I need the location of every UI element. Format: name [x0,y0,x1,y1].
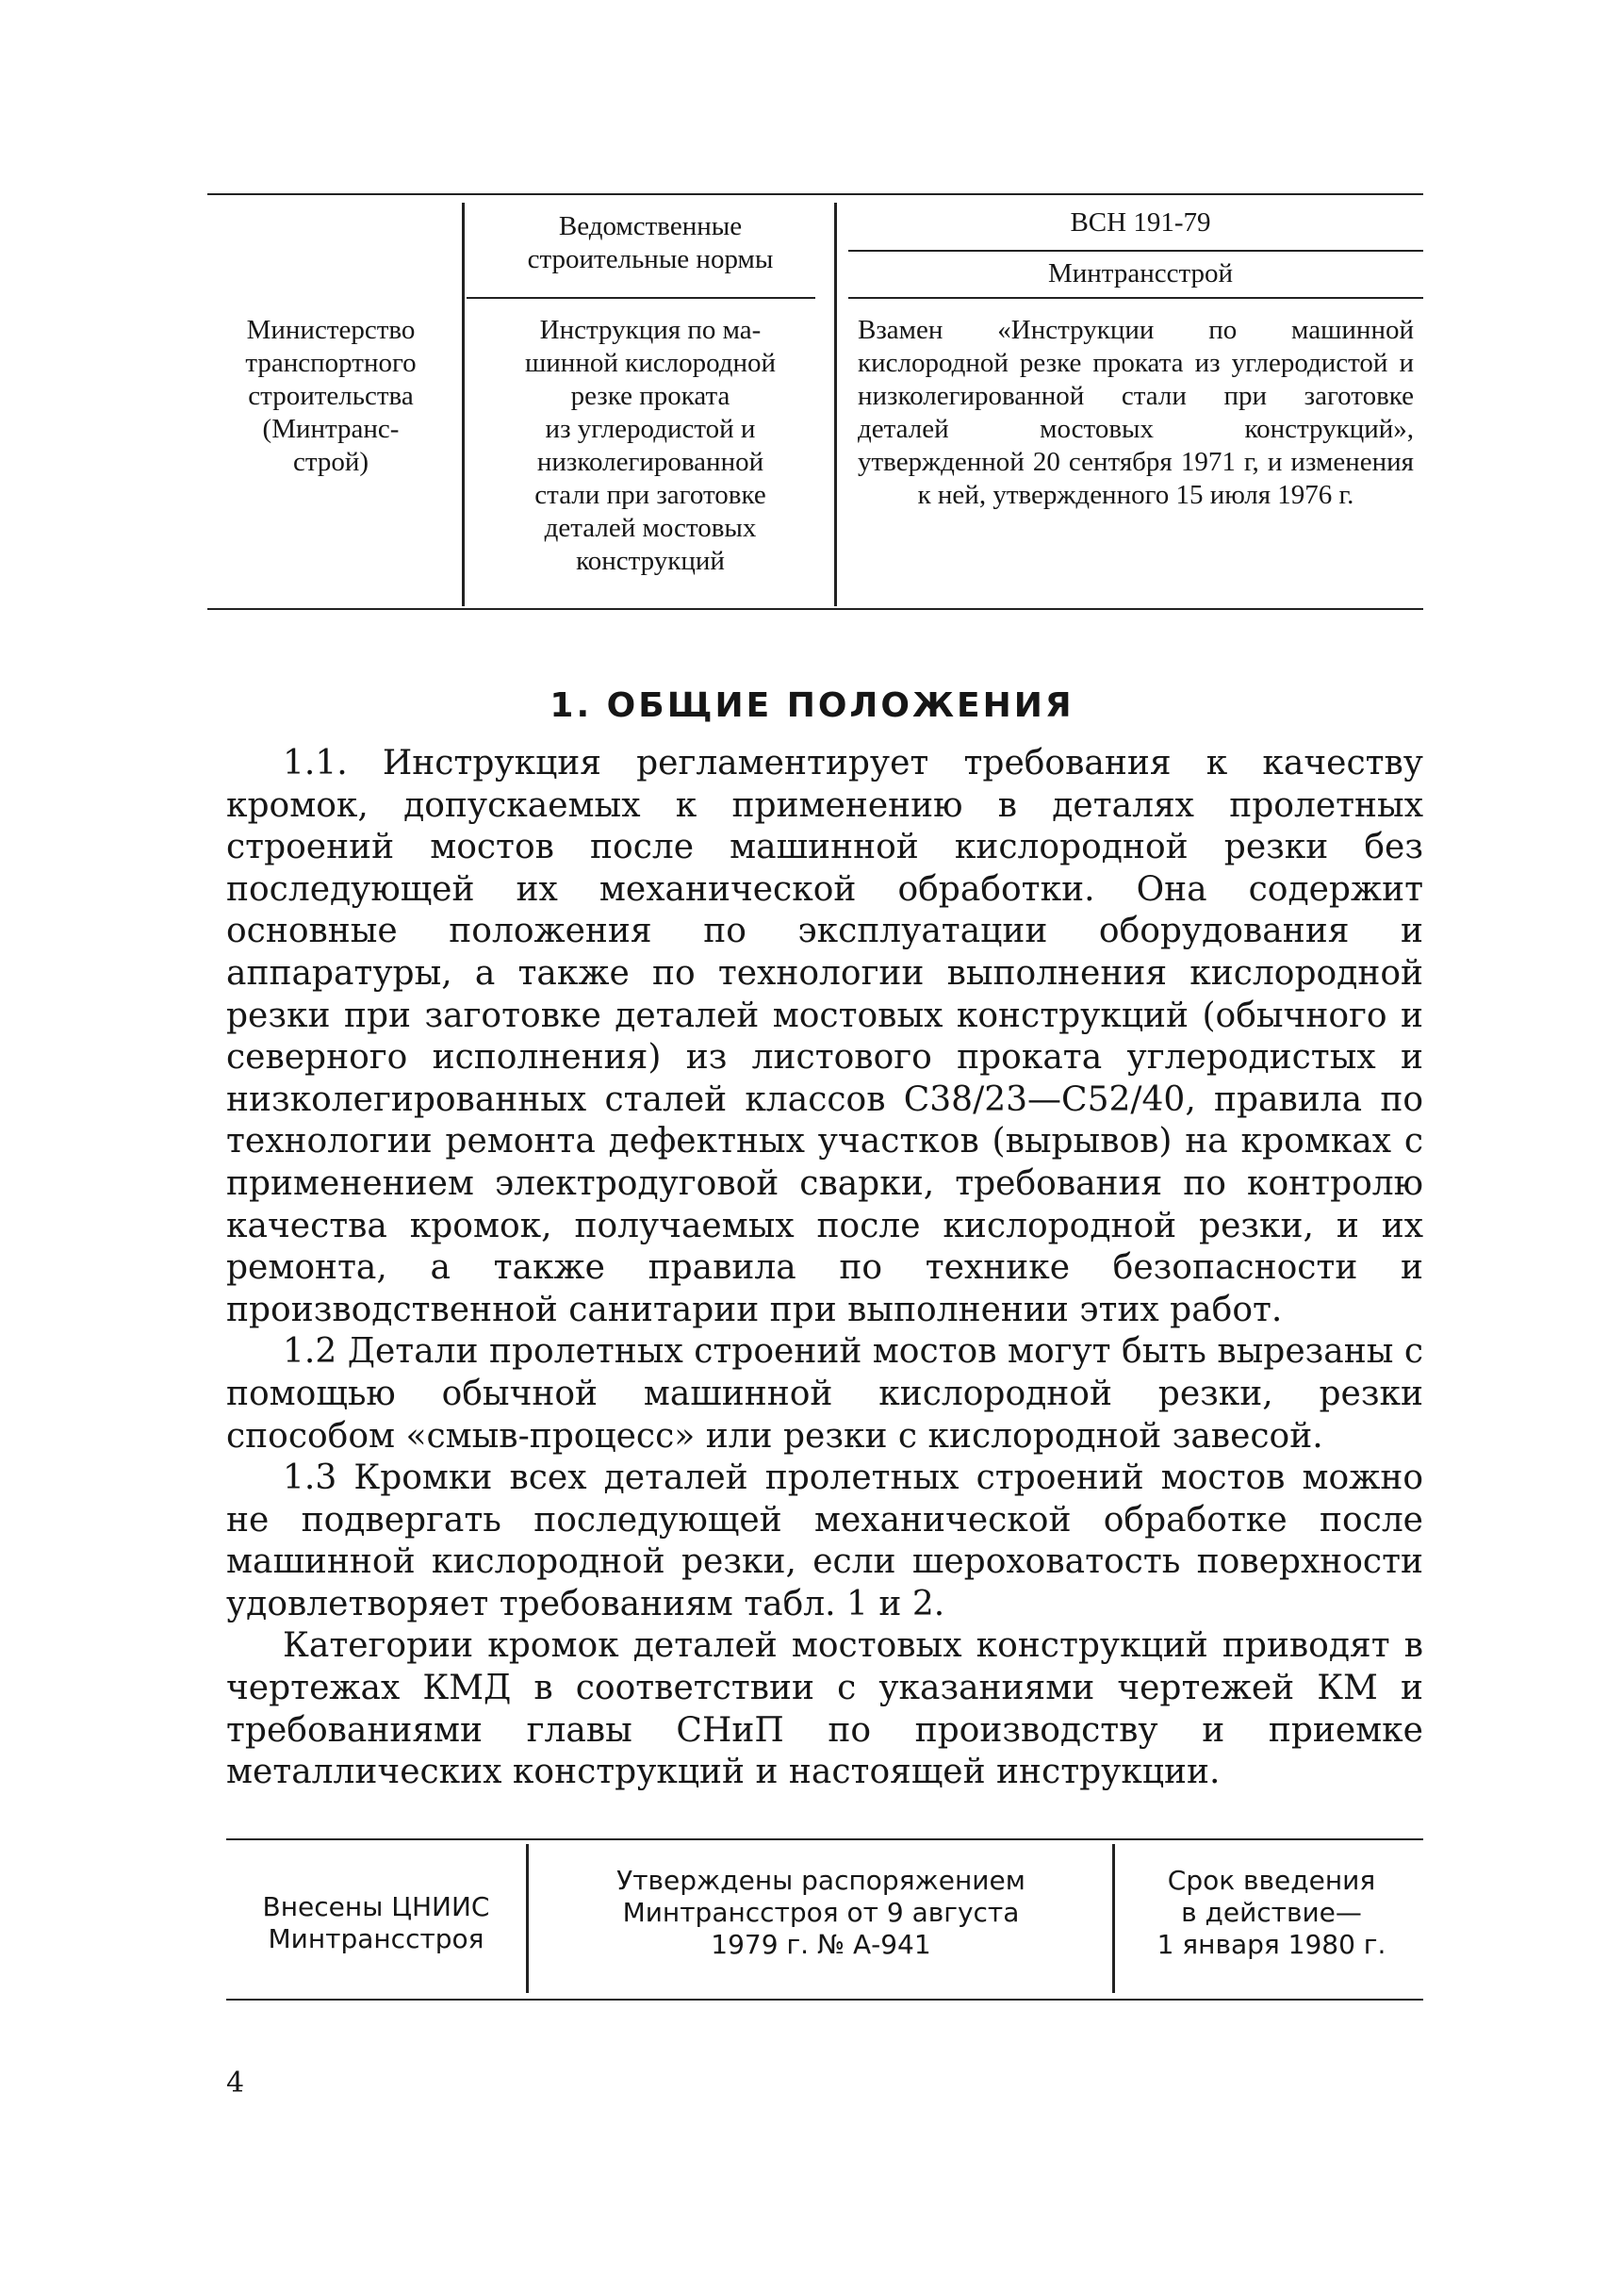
submitted-by: Внесены ЦНИИС Минтрансстроя [262,1891,490,1954]
header-divider-right [834,203,837,606]
footer-divider-right [1112,1844,1115,1993]
issuer-label: Минтрансстрой [1047,258,1234,288]
header-code-rule [848,250,1423,252]
effective-date: Срок введения в действие— 1 января 1980 г. [1156,1865,1386,1960]
footer-divider-left [526,1844,529,1993]
footer-top-rule [226,1838,1423,1840]
document-header [207,193,1423,608]
paragraph-categories: Категории кромок деталей мостовых конструкций приводят в чертежах КМД в соответствии с указаниями чертежей КМ и требованиями главы СНиП по производству и приемке металлических конструкций и настоящей инструкции. [226,1626,1423,1792]
header-divider-left [462,203,465,606]
ministry-label: Министерство транспортного строительства (Минтранс- строй) [245,315,417,477]
header-top-rule [207,193,1423,195]
replaces-note: Взамен «Инструкции по машинной кислородной резке проката из углеродистой и низколегированной стали при заготовке деталей мостовых конструкций», утвержденной 20 сентября 1971 г, и изменения к ней, утвержденного 15 июля 1976 г. [858,315,1414,510]
header-middle-rule [467,297,815,299]
header-issuer-rule [848,297,1423,299]
header-bottom-rule [207,608,1423,610]
page-number: 4 [226,2067,245,2100]
document-code: ВСН 191-79 [1070,207,1211,238]
norms-type-label: Ведомственные строительные нормы [527,211,774,274]
document-title: Инструкция по ма- шинной кислородной резке проката из углеродистой и низколегированной стали при заготовке деталей мостовых конструкций [524,315,777,576]
approved-by: Утверждены распоряжением Минтрансстроя от 9 августа 1979 г. № А-941 [616,1865,1025,1960]
footer-bottom-rule [226,1999,1423,2001]
document-footer [226,1838,1423,2003]
section-heading: 1. ОБЩИЕ ПОЛОЖЕНИЯ [550,686,1074,725]
paragraph-1-2: 1.2 Детали пролетных строений мостов могут быть вырезаны с помощью обычной машинной кислородной резки, резки способом «смыв-процесс» или резки с кислородной завесой. [226,1332,1423,1456]
paragraph-1-3: 1.3 Кромки всех деталей пролетных строений мостов можно не подвергать последующей механической обработке после машинной кислородной резки, если шероховатость поверхности удовлетворяет требованиям табл. 1 и 2. [226,1458,1423,1623]
paragraph-1-1: 1.1. Инструкция регламентирует требования к качеству кромок, допускаемых к применению в деталях пролетных строений мостов после машинной кислородной резки без последующей их механической обработки. Она содержит основные положения по эксплуатации оборудования и аппаратуры, а также по технологии выполнения кислородной резки при заготовке деталей мостовых конструкций (обычного и северного исполнения) из листового проката углеродистых и низколегированных сталей классов С38/23—С52/40, правила по технологии ремонта дефектных участков (вырывов) на кромках с применением электродуговой сварки, требования по контролю качества кромок, получаемых после кислородной резки, и их ремонта, а также правила по технике безопасности и производственной санитарии при выполнении этих работ. [226,744,1423,1329]
section-body [226,743,1423,1794]
